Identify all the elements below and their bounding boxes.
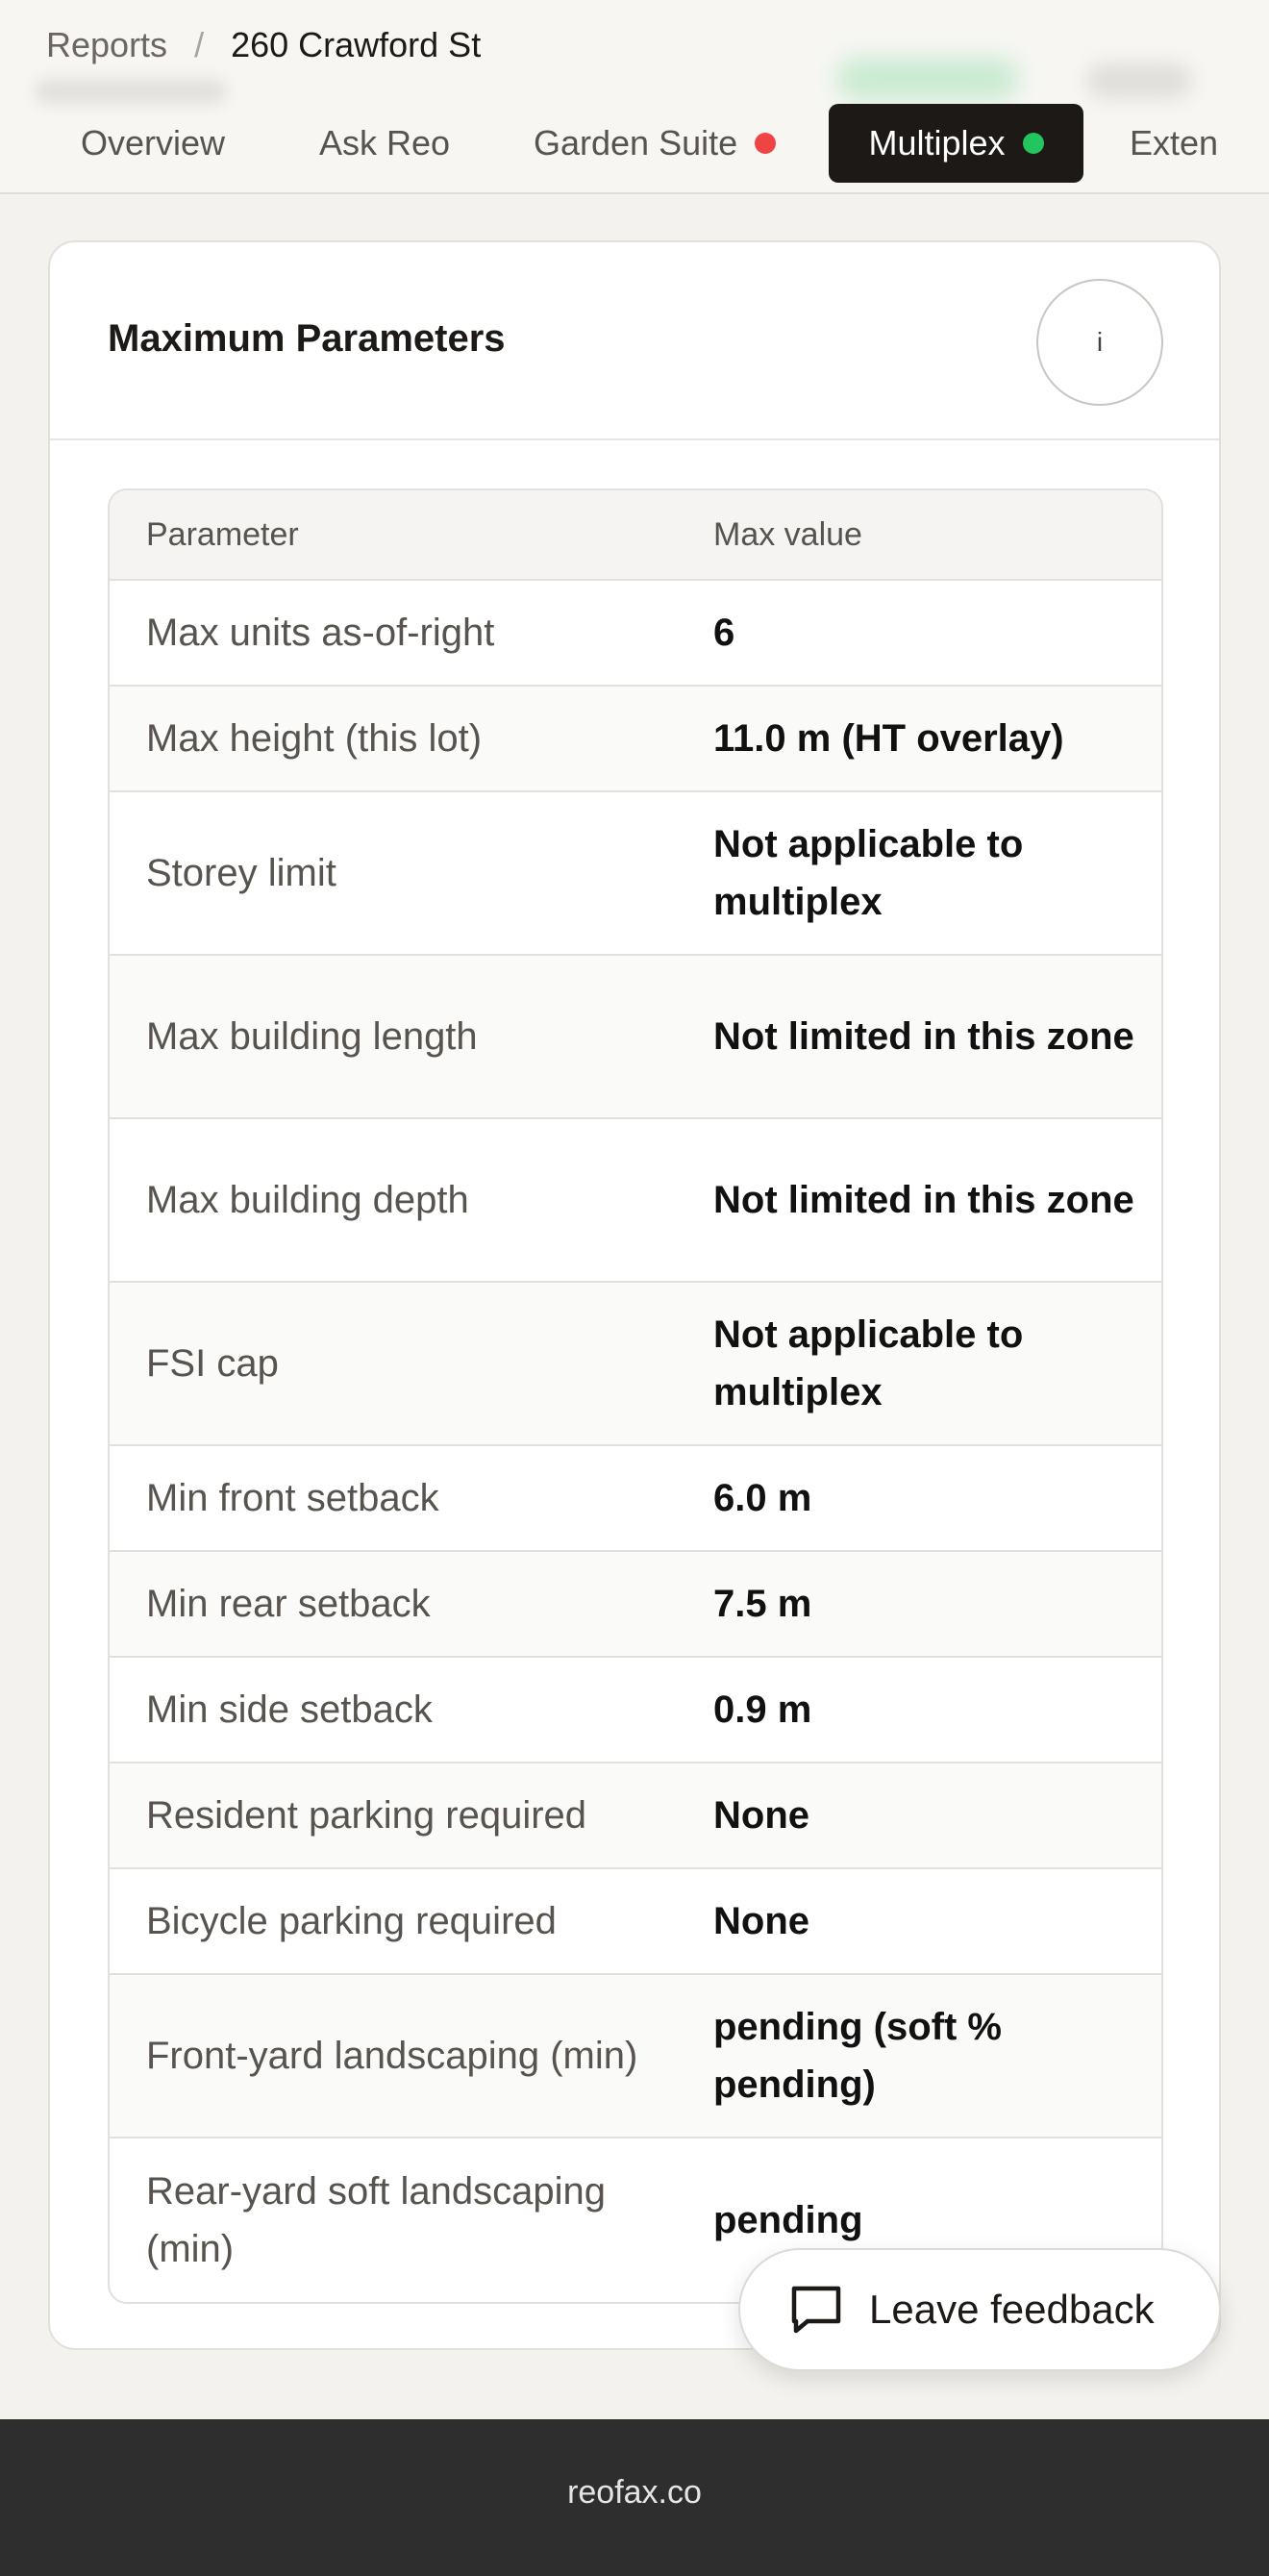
table-row xyxy=(110,1446,1161,1552)
parameter-cell: Min front setback xyxy=(146,1477,439,1519)
table-row xyxy=(110,1119,1161,1283)
table-row xyxy=(110,956,1161,1119)
value-cell: None xyxy=(713,1794,809,1837)
footer-site-link[interactable]: reofax.co xyxy=(567,2474,702,2511)
table-row xyxy=(110,1975,1161,2138)
parameters-table xyxy=(108,488,1163,2304)
table-row xyxy=(110,792,1161,956)
tab-label: Multiplex xyxy=(868,123,1006,163)
tab-garden-suite[interactable] xyxy=(534,104,776,183)
column-header-parameter: Parameter xyxy=(146,515,299,553)
parameter-cell: Max building length xyxy=(146,1015,478,1058)
breadcrumb-reports-link[interactable]: Reports xyxy=(46,25,168,64)
maximum-parameters-card xyxy=(48,240,1221,2350)
value-cell: Not applicable to multiplex xyxy=(713,1313,1024,1413)
value-cell: 6.0 m xyxy=(713,1477,812,1519)
leave-feedback-button[interactable] xyxy=(738,2248,1221,2371)
tab-label: Overview xyxy=(81,123,226,163)
table-row xyxy=(110,687,1161,792)
report-tabs xyxy=(0,100,1269,183)
chat-bubble-icon xyxy=(788,2283,844,2337)
value-cell: 7.5 m xyxy=(713,1583,812,1625)
table-header-row xyxy=(110,490,1161,581)
tab-extension[interactable] xyxy=(1130,104,1218,183)
table-row xyxy=(110,1283,1161,1446)
parameter-cell: Bicycle parking required xyxy=(146,1900,557,1942)
breadcrumb-separator: / xyxy=(194,25,205,64)
parameter-cell: Min rear setback xyxy=(146,1583,431,1625)
tab-overview[interactable] xyxy=(81,104,225,183)
value-cell: Not applicable to multiplex xyxy=(713,823,1024,923)
parameter-cell: Max units as-of-right xyxy=(146,612,495,654)
blurred-header-action xyxy=(1086,63,1192,98)
footer xyxy=(0,2419,1269,2576)
blurred-status-pill xyxy=(836,58,1019,100)
card-header xyxy=(50,242,1219,440)
table-row xyxy=(110,1763,1161,1869)
value-cell: pending (soft % pending) xyxy=(713,2006,1002,2106)
table-row xyxy=(110,1552,1161,1658)
parameter-cell: FSI cap xyxy=(146,1342,279,1385)
parameter-cell: Storey limit xyxy=(146,852,336,894)
value-cell: Not limited in this zone xyxy=(713,1179,1134,1221)
table-row xyxy=(110,1658,1161,1763)
column-header-max-value: Max value xyxy=(713,515,862,553)
value-cell: None xyxy=(713,1900,809,1942)
table-row xyxy=(110,581,1161,687)
value-cell: 11.0 m (HT overlay) xyxy=(713,717,1064,760)
value-cell: Not limited in this zone xyxy=(713,1015,1134,1058)
value-cell: pending xyxy=(713,2199,863,2241)
tab-ask-reo[interactable] xyxy=(319,104,450,183)
tab-label: Garden Suite xyxy=(534,123,738,163)
value-cell: 0.9 m xyxy=(713,1688,812,1731)
info-icon: i xyxy=(1096,327,1104,357)
card-title: Maximum Parameters xyxy=(108,317,506,360)
table-row xyxy=(110,1869,1161,1975)
info-button[interactable] xyxy=(1036,279,1163,406)
tab-label: Exten xyxy=(1130,123,1219,163)
tab-label: Ask Reo xyxy=(319,123,451,163)
status-dot-green-icon xyxy=(1023,133,1044,154)
parameter-cell: Front-yard landscaping (min) xyxy=(146,2035,638,2077)
top-header xyxy=(0,0,1269,194)
parameter-cell: Rear-yard soft landscaping (min) xyxy=(146,2170,607,2270)
tab-multiplex[interactable] xyxy=(829,104,1083,183)
parameter-cell: Resident parking required xyxy=(146,1794,587,1837)
parameter-cell: Max height (this lot) xyxy=(146,717,483,760)
value-cell: 6 xyxy=(713,612,735,654)
feedback-label: Leave feedback xyxy=(869,2287,1155,2332)
breadcrumb-current: 260 Crawford St xyxy=(231,25,482,64)
parameter-cell: Max building depth xyxy=(146,1179,469,1221)
status-dot-red-icon xyxy=(755,133,776,154)
breadcrumb xyxy=(46,21,481,69)
parameter-cell: Min side setback xyxy=(146,1688,433,1731)
